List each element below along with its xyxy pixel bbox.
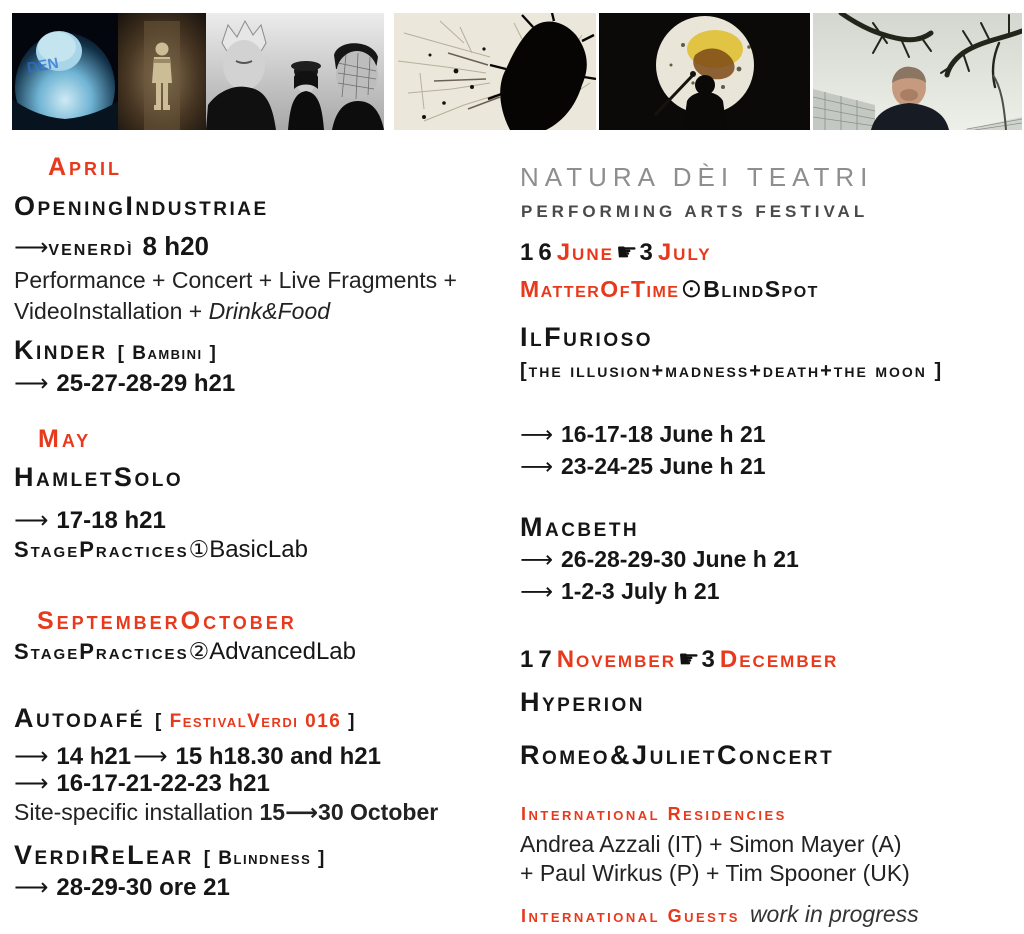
arrow-icon: ⟶: [14, 507, 49, 534]
kinder-subtitle-bracket: [ Bambini ]: [117, 343, 218, 364]
circled-one-icon: ①: [188, 536, 210, 562]
international-guests-line: [521, 901, 919, 928]
opening-description-italic: Drink&Food: [208, 298, 331, 324]
event-title-opening-industriae: OpeningIndustriae: [14, 191, 269, 221]
festival-verdi-label: FestivalVerdi 016: [169, 711, 342, 732]
festival-brand-subtitle: PERFORMING ARTS FESTIVAL: [521, 202, 869, 221]
arrow-icon: ⟶: [14, 234, 49, 261]
photo-stage-projection: [599, 13, 810, 130]
international-residencies-label: International Residencies: [521, 804, 787, 824]
bracket-open: [: [154, 711, 163, 732]
kinder-dates-text: 25-27-28-29 h21: [56, 370, 236, 397]
photo-crowned-trio: [206, 13, 384, 130]
arrow-icon: ⟶: [14, 370, 49, 397]
il-furioso-dates-1-text: 16-17-18 June h 21: [560, 421, 766, 447]
july-day: 3: [639, 239, 658, 266]
arrow-icon: ⟶: [14, 874, 49, 901]
macbeth-dates-1: [520, 546, 799, 573]
il-furioso-dates-1: [520, 421, 766, 448]
event-title-romeo-juliet-concert: Romeo&JulietConcert: [520, 740, 835, 770]
december-month: December: [719, 646, 839, 673]
site-end-date: 30 October: [318, 799, 439, 825]
arrow-icon: ⟶: [14, 770, 49, 797]
arrow-icon: ⟶: [520, 421, 553, 447]
month-header-may: May: [38, 425, 92, 453]
opening-when-line: [14, 231, 209, 262]
photo-strip: [12, 13, 1022, 130]
photo-blue-figure: [12, 13, 118, 130]
arrow-icon: ⟶: [520, 453, 553, 479]
autodafe-dates-1b: 15 h18.30 and h21: [175, 743, 381, 770]
june-july-date-range: [520, 238, 712, 267]
macbeth-dates-2-text: 1-2-3 July h 21: [560, 578, 720, 604]
opening-day: venerdì: [48, 234, 134, 260]
il-furioso-dates-2: [520, 453, 766, 480]
matter-of-time-blindspot-line: [520, 273, 819, 304]
december-day: 3: [701, 646, 720, 673]
circled-two-icon: ②: [188, 638, 210, 664]
november-december-date-range: [520, 645, 838, 674]
photo-cracked-wood-hole: [394, 13, 596, 130]
month-header-april: April: [48, 153, 123, 181]
macbeth-dates-1-text: 26-28-29-30 June h 21: [560, 546, 799, 572]
november-start-day: 17: [520, 646, 557, 673]
arrow-icon: ⟶: [14, 743, 49, 770]
kinder-dates: [14, 369, 235, 398]
verdi-re-lear-dates: [14, 873, 230, 902]
autodafe-title: Autodafé: [14, 703, 145, 733]
circled-dot-icon: ⊙: [680, 273, 703, 303]
site-specific-text: Site-specific installation: [14, 799, 260, 825]
autodafe-dates-1: [14, 742, 381, 771]
international-guests-label: International Guests: [521, 906, 740, 926]
macbeth-dates-2: [520, 578, 720, 605]
kinder-title: Kinder: [14, 335, 108, 365]
site-specific-line: [14, 797, 438, 828]
june-start-day: 16: [520, 239, 557, 266]
event-title-verdi-re-lear: [14, 840, 326, 871]
il-furioso-subtitle-bracket: [the illusion+madness+death+the moon ]: [520, 360, 944, 382]
autodafe-subtitle-bracket: [155, 711, 356, 732]
verdi-re-lear-title: VerdiReLear: [14, 840, 194, 870]
matter-of-time-label: MatterOfTime: [520, 276, 680, 302]
arrow-icon: ⟶: [520, 546, 553, 572]
bracket-close: ]: [348, 711, 356, 732]
residencies-line-2: + Paul Wirkus (P) + Tim Spooner (UK): [520, 860, 910, 886]
event-title-kinder: [14, 335, 217, 366]
autodafe-dates-2-text: 16-17-21-22-23 h21: [56, 770, 270, 797]
opening-description-text: Performance + Concert + Live Fragments + VideoInstallation +: [14, 267, 457, 324]
event-title-il-furioso: IlFurioso: [520, 322, 654, 352]
autodafe-dates-2: [14, 769, 270, 798]
hamlet-dates: [14, 506, 166, 535]
opening-time: 8 h20: [142, 231, 210, 261]
stage-practices-basic-lab: [14, 536, 308, 564]
photo-man-looking-up-trees: [813, 13, 1022, 130]
month-header-september-october: SeptemberOctober: [37, 607, 297, 635]
residencies-artist-names: [520, 830, 910, 888]
pointing-hand-icon: ☛: [678, 646, 700, 673]
pointing-hand-icon: ☛: [615, 239, 638, 266]
stage-practices-label: StagePractices: [14, 537, 189, 562]
november-month: November: [556, 646, 676, 673]
event-title-hyperion: Hyperion: [520, 687, 646, 717]
june-month: June: [556, 239, 614, 266]
arrow-icon: ⟶: [285, 799, 319, 825]
festival-brand-title: NATURA DÈI TEATRI: [520, 162, 874, 192]
arrow-icon: ⟶: [520, 578, 553, 604]
stage-practices-suffix: AdvancedLab: [209, 638, 356, 665]
verdi-re-lear-subtitle-bracket: [ Blindness ]: [203, 848, 326, 869]
july-month: July: [657, 239, 712, 266]
hamlet-dates-text: 17-18 h21: [56, 507, 166, 534]
verdi-re-lear-dates-text: 28-29-30 ore 21: [56, 874, 230, 901]
event-title-hamlet-solo: HamletSolo: [14, 462, 184, 492]
event-title-macbeth: Macbeth: [520, 512, 640, 542]
event-title-autodafe: [14, 703, 356, 734]
il-furioso-dates-2-text: 23-24-25 June h 21: [560, 453, 766, 479]
residencies-line-1: Andrea Azzali (IT) + Simon Mayer (A): [520, 831, 902, 857]
stage-practices-suffix: BasicLab: [209, 536, 308, 563]
opening-description: [14, 265, 492, 327]
photo-sepia-boy: [118, 13, 206, 130]
blindspot-label: BlindSpot: [703, 276, 819, 302]
photo-overlay-text: DEN: [25, 54, 60, 77]
autodafe-dates-1a: 14 h21: [56, 743, 132, 770]
stage-practices-label: StagePractices: [14, 639, 189, 664]
stage-practices-advanced-lab: [14, 638, 356, 666]
work-in-progress-note: work in progress: [749, 901, 919, 927]
arrow-icon: ⟶: [133, 743, 168, 770]
site-start-date: 15: [259, 799, 286, 825]
